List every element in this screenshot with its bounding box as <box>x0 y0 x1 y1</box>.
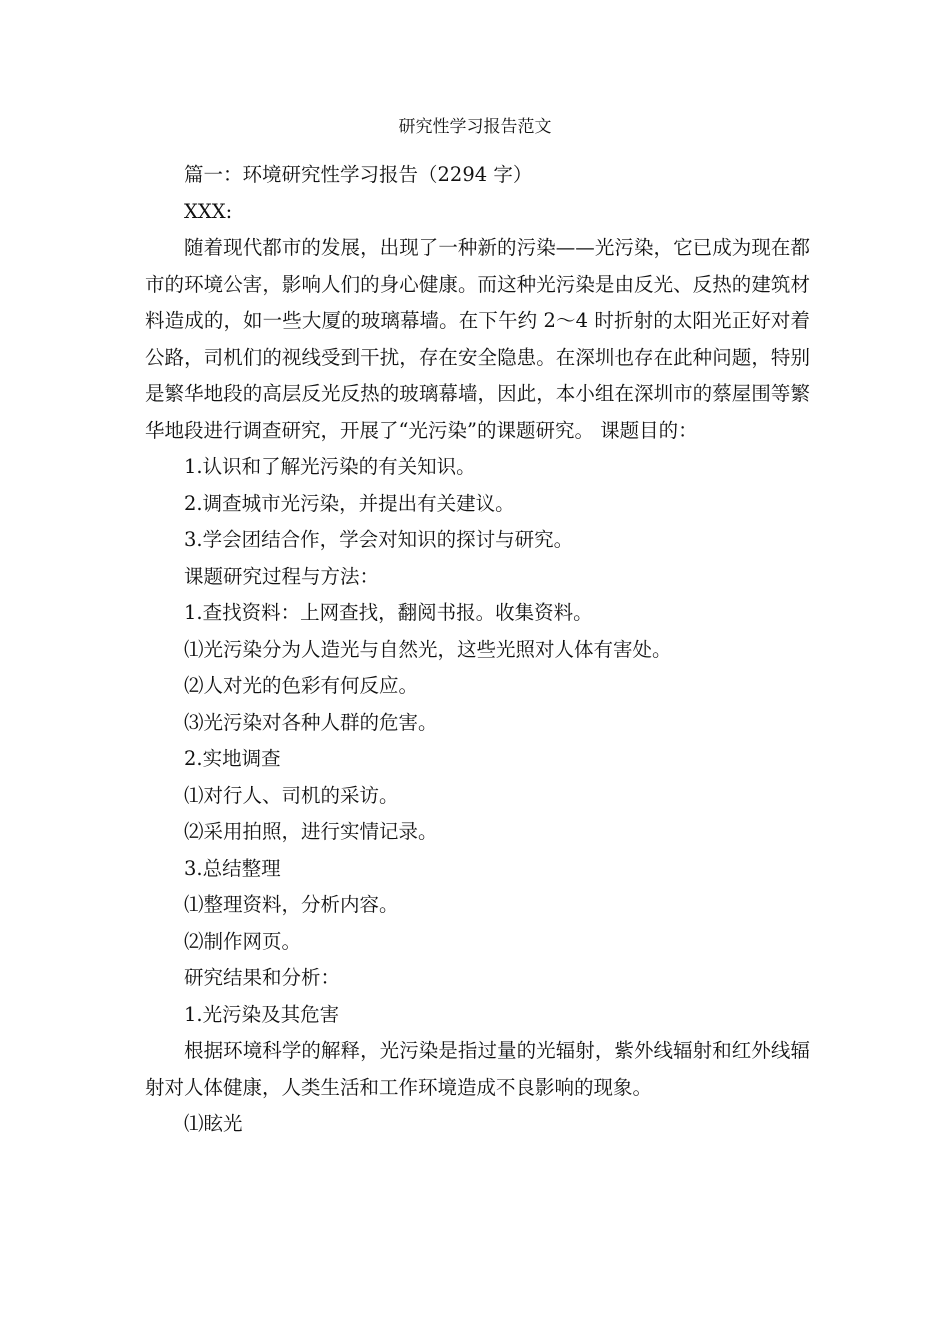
list-item: ⑴对行人、司机的采访。 <box>184 783 399 807</box>
list-item: 3.学会团结合作，学会对知识的探讨与研究。 <box>184 528 574 551</box>
list-item: ⑴光污染分为人造光与自然光，这些光照对人体有害处。 <box>184 637 672 661</box>
list-item: 2.调查城市光污染，并提出有关建议。 <box>184 491 515 515</box>
list-item: ⑴眩光 <box>184 1112 243 1135</box>
list-item: ⑴整理资料，分析内容。 <box>184 893 399 916</box>
list-item: 1.查找资料：上网查找，翻阅书报。收集资料。 <box>184 601 593 624</box>
list-item: 3.总结整理 <box>184 856 281 880</box>
salutation: XXX: <box>184 199 233 223</box>
list-item: 2.实地调查 <box>184 747 281 770</box>
list-item: ⑵采用拍照，进行实情记录。 <box>184 820 438 843</box>
definition-paragraph: 根据环境科学的解释，光污染是指过量的光辐射，紫外线辐射和红外线辐射对人体健康，人类生活和工作环境造成不良影响的现象。 <box>145 1039 810 1099</box>
list-item: 1.光污染及其危害 <box>184 1002 340 1026</box>
heading-article-one: 篇一：环境研究性学习报告（2294 字） <box>184 163 533 186</box>
document-body <box>145 157 810 1143</box>
list-item: ⑶光污染对各种人群的危害。 <box>184 710 438 734</box>
list-item: 1.认识和了解光污染的有关知识。 <box>184 455 476 478</box>
list-item: ⑵人对光的色彩有何反应。 <box>184 674 419 697</box>
intro-paragraph: 随着现代都市的发展，出现了一种新的污染——光污染，它已成为现在都市的环境公害，影响人们的身心健康。而这种光污染是由反光、反热的建筑材料造成的，如一些大厦的玻璃幕墙。在下午约 2～4 时折射的太阳光正好对着公路，司机们的视线受到干扰，存在安全隐患。在深圳也存在此种问题，特别是繁华地段的高层反光反热的玻璃幕墙，因此，本小组在深圳市的蔡屋围等繁华地段进行调查研究，开展了“光污染”的课题研究。 课题目的： <box>145 236 810 442</box>
section-heading: 研究结果和分析： <box>184 966 341 989</box>
document-title: 研究性学习报告范文 <box>398 117 552 137</box>
list-item: ⑵制作网页。 <box>184 929 302 953</box>
section-heading: 课题研究过程与方法： <box>184 564 380 588</box>
